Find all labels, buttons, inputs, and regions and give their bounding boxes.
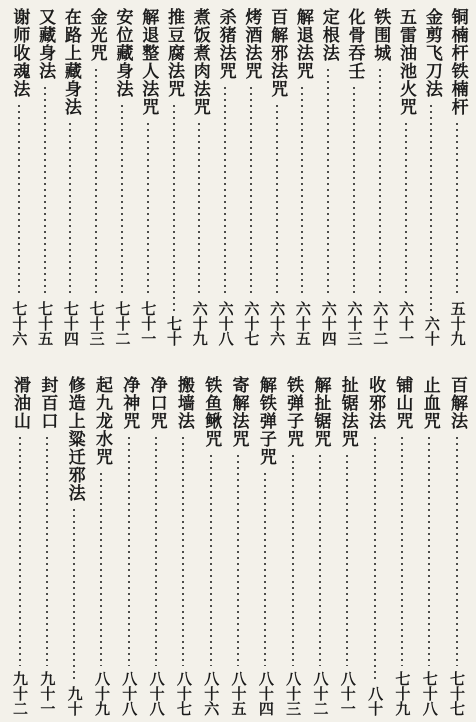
toc-entry-page-number: 六十二 (371, 301, 390, 346)
toc-entry-page-number: 五十九 (448, 301, 467, 346)
toc-entry (170, 376, 197, 716)
toc-entry-title: 烤酒法咒 (241, 8, 262, 80)
dot-leader (292, 453, 294, 666)
toc-entries-upper (6, 8, 470, 346)
toc-entry (367, 8, 393, 346)
dot-leader (44, 85, 46, 296)
dot-leader (346, 453, 348, 666)
toc-entry-title: 解退整人法咒 (138, 8, 159, 116)
dot-leader (401, 435, 403, 666)
dot-leader (100, 471, 102, 666)
toc-entry-title: 铺山咒 (392, 376, 413, 430)
toc-entry (58, 8, 84, 346)
toc-entry-title: 推豆腐法咒 (164, 8, 185, 98)
toc-entry-title: 解铁弹子咒 (255, 376, 276, 466)
toc-entry-page-number: 六十 (422, 316, 441, 346)
dot-leader (210, 453, 212, 666)
toc-entry-page-number: 七十二 (113, 301, 132, 346)
toc-entry (252, 376, 279, 716)
dot-leader (182, 435, 184, 666)
dot-leader (73, 507, 75, 681)
toc-entry-page-number: 七十一 (139, 301, 158, 346)
toc-entry-page-number: 八十七 (174, 671, 193, 716)
toc-entry (161, 8, 187, 346)
dot-leader (353, 85, 355, 296)
dot-leader (301, 85, 303, 296)
toc-entry-title: 在路上藏身法 (60, 8, 81, 116)
toc-entry-title: 扯锯法咒 (337, 376, 358, 448)
toc-entry-page-number: 六十三 (345, 301, 364, 346)
toc-entry-page-number: 八十一 (338, 671, 357, 716)
dot-leader (430, 103, 432, 311)
toc-entry (315, 8, 341, 346)
toc-entry (6, 376, 33, 716)
toc-entry (33, 376, 60, 716)
toc-entry-page-number: 六十七 (242, 301, 261, 346)
toc-entry-title: 寄解法咒 (228, 376, 249, 448)
toc-entry-title: 净口咒 (146, 376, 167, 430)
toc-entry-page-number: 六十六 (268, 301, 287, 346)
dot-leader (69, 121, 71, 296)
toc-entry-title: 收邪法 (365, 376, 386, 430)
toc-entry-page-number: 八十六 (202, 671, 221, 716)
toc-entry-page-number: 七十六 (10, 301, 29, 346)
dot-leader (18, 103, 20, 296)
toc-entry-page-number: 六十一 (397, 301, 416, 346)
toc-entry (6, 8, 32, 346)
toc-entry (212, 8, 238, 346)
toc-entry-page-number: 八十四 (256, 671, 275, 716)
toc-entry-page-number: 八十 (366, 686, 385, 716)
toc-entry-page-number: 七十七 (448, 671, 466, 716)
toc-entry-page-number: 六十九 (190, 301, 209, 346)
toc-entry-title: 修造上粱迁邪法 (64, 376, 85, 502)
toc-entry (416, 376, 443, 716)
toc-entry (238, 8, 264, 346)
toc-entry-title: 又藏身法 (35, 8, 56, 80)
toc-entry-page-number: 六十四 (319, 301, 338, 346)
dot-leader (198, 121, 200, 296)
dot-leader (250, 85, 252, 296)
toc-entry-page-number: 九十一 (38, 671, 57, 716)
toc-entry-page-number: 八十八 (120, 671, 139, 716)
toc-entry-title: 杀猪法咒 (215, 8, 236, 80)
dot-leader (19, 435, 21, 666)
dot-leader (456, 435, 458, 666)
toc-block-upper (6, 8, 470, 346)
toc-entry-title: 金剪飞刀法 (421, 8, 442, 98)
toc-entry-page-number: 九十二 (11, 671, 29, 716)
toc-entry (334, 376, 361, 716)
toc-entry-page-number: 七十八 (420, 671, 439, 716)
toc-entry (306, 376, 333, 716)
toc-entry (418, 8, 444, 346)
dot-leader (128, 435, 130, 666)
dot-leader (173, 103, 175, 311)
toc-entry-page-number: 八十五 (229, 671, 248, 716)
toc-entry-title: 百解法 (447, 376, 467, 430)
dot-leader (319, 453, 321, 666)
toc-entry (361, 376, 388, 716)
toc-entry (135, 8, 161, 346)
dot-leader (405, 121, 407, 296)
dot-leader (327, 67, 329, 296)
toc-entry (290, 8, 316, 346)
toc-entry-title: 铁鱼鳅咒 (201, 376, 222, 448)
toc-entry (225, 376, 252, 716)
toc-entry (264, 8, 290, 346)
toc-entry (143, 376, 170, 716)
toc-entry-page-number: 八十九 (92, 671, 111, 716)
toc-entry (444, 8, 470, 346)
toc-entry-title: 铜楠杆铁楠杆 (447, 8, 468, 116)
toc-entry-page-number: 七十五 (36, 301, 55, 346)
toc-entry (32, 8, 58, 346)
toc-entry-title: 安位藏身法 (112, 8, 133, 98)
dot-leader (155, 435, 157, 666)
toc-entry-title: 煮饭煮肉法咒 (189, 8, 210, 116)
dot-leader (237, 453, 239, 666)
toc-entry-title: 封百口 (37, 376, 58, 430)
toc-entry-page-number: 九十 (65, 686, 84, 716)
toc-entry (197, 376, 224, 716)
toc-entry (109, 8, 135, 346)
toc-entry-title: 百解邪法咒 (267, 8, 288, 98)
toc-entry (443, 376, 470, 716)
dot-leader (264, 471, 266, 666)
toc-block-lower (6, 376, 470, 716)
dot-leader (46, 435, 48, 666)
dot-leader (121, 103, 123, 296)
toc-entry-page-number: 七十 (165, 316, 184, 346)
toc-entry (88, 376, 115, 716)
toc-entry-page-number: 八十二 (311, 671, 330, 716)
toc-entry-title: 谢师收魂法 (9, 8, 30, 98)
toc-entry-page-number: 八十八 (147, 671, 166, 716)
toc-entry (186, 8, 212, 346)
toc-entry-title: 搬墙法 (173, 376, 194, 430)
toc-entry (388, 376, 415, 716)
toc-entry-title: 五雷油池火咒 (396, 8, 417, 116)
toc-entry (61, 376, 88, 716)
toc-entry-title: 滑油山 (10, 376, 30, 430)
toc-entry-page-number: 七十四 (61, 301, 80, 346)
toc-entry-page-number: 六十八 (216, 301, 235, 346)
toc-entry-title: 解退法咒 (292, 8, 313, 80)
dot-leader (224, 85, 226, 296)
toc-entry-title: 定根法 (318, 8, 339, 62)
toc-entry (279, 376, 306, 716)
toc-entry-page-number: 六十五 (293, 301, 312, 346)
toc-entry-page-number: 七十九 (393, 671, 412, 716)
toc-entry-title: 净神咒 (119, 376, 140, 430)
toc-entry-title: 铁弹子咒 (283, 376, 304, 448)
dot-leader (379, 67, 381, 296)
dot-leader (276, 103, 278, 296)
dot-leader (95, 67, 97, 296)
dot-leader (374, 435, 376, 681)
toc-entry-title: 起九龙水咒 (91, 376, 112, 466)
toc-entry (341, 8, 367, 346)
toc-entry-title: 金光咒 (86, 8, 107, 62)
toc-entry-title: 止血咒 (419, 376, 440, 430)
toc-entry-page-number: 七十三 (87, 301, 106, 346)
toc-entries-lower (6, 376, 470, 716)
toc-entry (393, 8, 419, 346)
toc-entry (83, 8, 109, 346)
toc-entry-title: 化骨吞壬 (344, 8, 365, 80)
dot-leader (456, 121, 458, 296)
dot-leader (147, 121, 149, 296)
toc-entry-title: 铁围城 (370, 8, 391, 62)
toc-entry-title: 解扯锯咒 (310, 376, 331, 448)
toc-entry-page-number: 八十三 (284, 671, 303, 716)
toc-entry (115, 376, 142, 716)
dot-leader (428, 435, 430, 666)
